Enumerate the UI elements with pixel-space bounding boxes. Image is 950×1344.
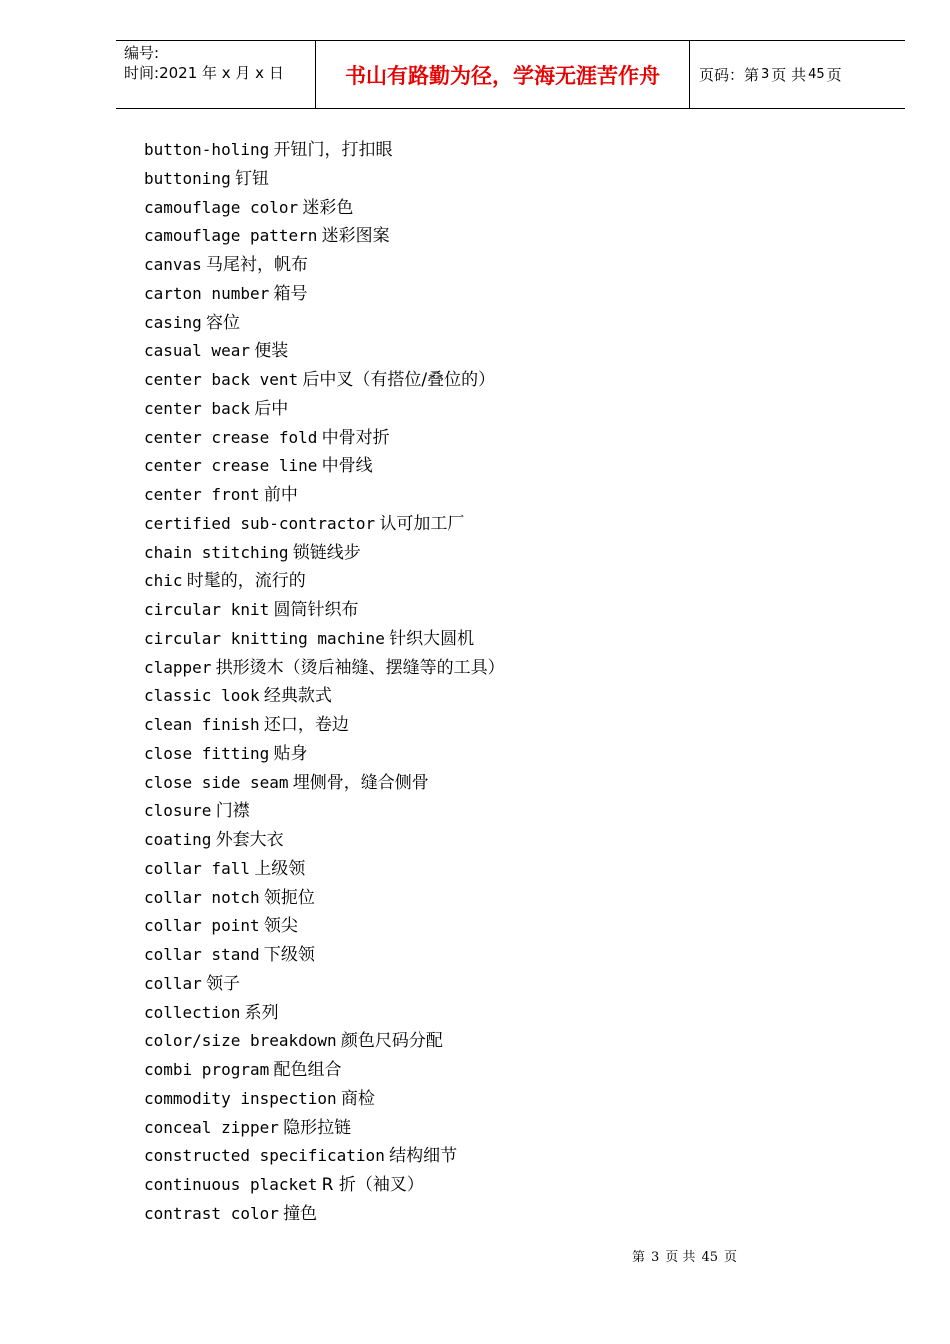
glossary-entry	[144, 510, 505, 539]
entry-chinese-term: 外套大衣	[215, 830, 284, 850]
footer-suffix: 页	[723, 1250, 737, 1265]
entry-chinese-term: 下级领	[263, 945, 315, 965]
motto-cell	[316, 41, 690, 108]
entry-chinese-term: 时髦的，流行的	[186, 571, 306, 592]
entry-english-term: closure	[144, 801, 212, 821]
entry-english-term: close fitting	[144, 743, 270, 763]
entry-chinese-term: 商检	[340, 1088, 375, 1109]
entry-chinese-term: 配色组合	[273, 1060, 342, 1080]
glossary-entry	[144, 481, 505, 510]
header-meta-cell	[116, 41, 316, 108]
entry-chinese-term: 颜色尺码分配	[340, 1031, 443, 1052]
glossary-entry	[144, 941, 505, 970]
glossary-entry	[144, 912, 505, 941]
entry-chinese-term: 中骨对折	[321, 427, 390, 448]
header-motto: 书山有路勤为径，学海无涯苦作舟	[345, 62, 660, 88]
entry-chinese-term: 隐形拉链	[283, 1117, 352, 1138]
entry-english-term: collar notch	[144, 887, 260, 907]
glossary-entry	[144, 222, 505, 251]
entry-english-term: camouflage pattern	[144, 226, 318, 246]
entry-english-term: certified sub-contractor	[144, 513, 376, 533]
entry-english-term: combi program	[144, 1060, 270, 1079]
entry-chinese-term: 中骨线	[321, 456, 373, 477]
entry-english-term: commodity inspection	[144, 1088, 337, 1108]
entry-chinese-term: 领扼位	[263, 887, 315, 908]
glossary-entry	[144, 194, 505, 223]
entry-english-term: chain stitching	[144, 542, 289, 562]
entry-chinese-term: 经典款式	[263, 686, 332, 707]
entry-chinese-term: 前中	[263, 485, 298, 505]
glossary-entry	[144, 654, 505, 683]
page-mid: 页 共	[771, 66, 807, 84]
page-suffix: 页	[826, 66, 842, 84]
page-current: 3	[761, 67, 770, 82]
glossary-entry	[144, 1114, 505, 1143]
entry-english-term: collar stand	[144, 945, 260, 964]
glossary-entry	[144, 682, 505, 711]
time-value: 2021 年 x 月 x 日	[159, 64, 284, 82]
glossary-entry	[144, 1056, 505, 1085]
entry-english-term: canvas	[144, 255, 202, 274]
entry-chinese-term: 领子	[206, 973, 241, 994]
glossary-entry	[144, 1142, 505, 1171]
entry-english-term: carton number	[144, 283, 270, 303]
entry-english-term: camouflage color	[144, 197, 299, 217]
glossary-list	[144, 136, 505, 1229]
entry-english-term: clean finish	[144, 715, 260, 734]
entry-chinese-term: 系列	[244, 1002, 279, 1023]
entry-english-term: buttoning	[144, 168, 231, 188]
glossary-entry	[144, 424, 505, 453]
entry-chinese-term: 锁链线步	[292, 542, 361, 563]
glossary-entry	[144, 337, 505, 366]
footer-mid: 页 共	[665, 1250, 696, 1265]
glossary-entry	[144, 1085, 505, 1114]
glossary-entry	[144, 567, 505, 596]
entry-english-term: collection	[144, 1002, 241, 1022]
entry-chinese-term: 后中叉（有搭位/叠位的）	[302, 370, 496, 390]
glossary-entry	[144, 596, 505, 625]
entry-english-term: center back vent	[144, 370, 299, 389]
entry-english-term: circular knitting machine	[144, 628, 385, 648]
entry-english-term: chic	[144, 571, 183, 591]
entry-chinese-term: 迷彩图案	[321, 226, 390, 247]
entry-chinese-term: 认可加工厂	[379, 513, 465, 534]
page-total: 45	[808, 67, 825, 82]
entry-chinese-term: 后中	[254, 398, 289, 419]
entry-english-term: circular knit	[144, 600, 270, 619]
glossary-entry	[144, 855, 505, 884]
glossary-entry	[144, 309, 505, 338]
glossary-entry	[144, 395, 505, 424]
entry-chinese-term: 贴身	[273, 743, 308, 764]
entry-chinese-term: 还口，卷边	[263, 715, 349, 735]
entry-english-term: casing	[144, 312, 202, 332]
entry-english-term: collar	[144, 973, 202, 993]
footer-current: 3	[651, 1250, 660, 1265]
entry-chinese-term: 圆筒针织布	[273, 600, 359, 620]
entry-english-term: collar fall	[144, 858, 250, 878]
entry-english-term: classic look	[144, 686, 260, 706]
glossary-entry	[144, 970, 505, 999]
entry-chinese-term: 容位	[206, 312, 241, 333]
entry-chinese-term: 埋侧骨，缝合侧骨	[292, 772, 429, 793]
glossary-entry	[144, 1171, 505, 1200]
entry-chinese-term: 针织大圆机	[389, 628, 475, 649]
entry-chinese-term: 便装	[254, 341, 289, 362]
glossary-entry	[144, 797, 505, 826]
entry-english-term: center front	[144, 485, 260, 504]
serial-label: 编号:	[124, 44, 160, 62]
glossary-entry	[144, 136, 505, 165]
footer-total: 45	[701, 1250, 718, 1265]
entry-chinese-term: 门襟	[215, 801, 250, 822]
glossary-entry	[144, 366, 505, 395]
entry-english-term: collar point	[144, 916, 260, 936]
entry-english-term: color/size breakdown	[144, 1031, 337, 1051]
glossary-entry	[144, 884, 505, 913]
entry-chinese-term: 上级领	[254, 858, 306, 879]
glossary-entry	[144, 251, 505, 280]
glossary-entry	[144, 625, 505, 654]
glossary-entry	[144, 539, 505, 568]
entry-chinese-term: 迷彩色	[302, 197, 354, 218]
entry-english-term: coating	[144, 830, 212, 849]
glossary-entry	[144, 1200, 505, 1229]
glossary-entry	[144, 165, 505, 194]
footer-prefix: 第	[632, 1250, 646, 1265]
glossary-entry	[144, 999, 505, 1028]
entry-english-term: conceal zipper	[144, 1117, 279, 1137]
entry-english-term: center crease fold	[144, 427, 318, 447]
glossary-entry	[144, 280, 505, 309]
glossary-entry	[144, 740, 505, 769]
entry-chinese-term: 箱号	[273, 283, 308, 304]
entry-english-term: button-holing	[144, 140, 270, 159]
entry-chinese-term: 撞色	[283, 1203, 318, 1224]
entry-chinese-term: R 折（袖叉）	[321, 1175, 424, 1195]
glossary-entry	[144, 769, 505, 798]
entry-english-term: constructed specification	[144, 1146, 385, 1166]
page-number-cell	[690, 41, 905, 108]
entry-english-term: close side seam	[144, 772, 289, 792]
entry-english-term: casual wear	[144, 341, 250, 361]
entry-chinese-term: 开钮门，打扣眼	[273, 140, 393, 160]
page-footer	[632, 1246, 743, 1265]
entry-chinese-term: 拱形烫木（烫后袖缝、摆缝等的工具）	[215, 657, 505, 678]
time-label: 时间:	[124, 64, 160, 82]
entry-english-term: continuous placket	[144, 1175, 318, 1194]
page-header	[116, 40, 905, 109]
entry-chinese-term: 钉钮	[234, 168, 269, 189]
glossary-entry	[144, 452, 505, 481]
glossary-entry	[144, 711, 505, 740]
entry-english-term: center crease line	[144, 456, 318, 476]
entry-english-term: clapper	[144, 657, 212, 677]
entry-english-term: center back	[144, 398, 250, 418]
glossary-entry	[144, 1027, 505, 1056]
time-line	[124, 63, 315, 83]
entry-chinese-term: 马尾衬，帆布	[206, 255, 309, 275]
page-prefix: 页码：第	[699, 66, 760, 84]
entry-chinese-term: 结构细节	[389, 1146, 458, 1167]
glossary-entry	[144, 826, 505, 855]
entry-chinese-term: 领尖	[263, 916, 298, 937]
entry-english-term: contrast color	[144, 1203, 279, 1223]
